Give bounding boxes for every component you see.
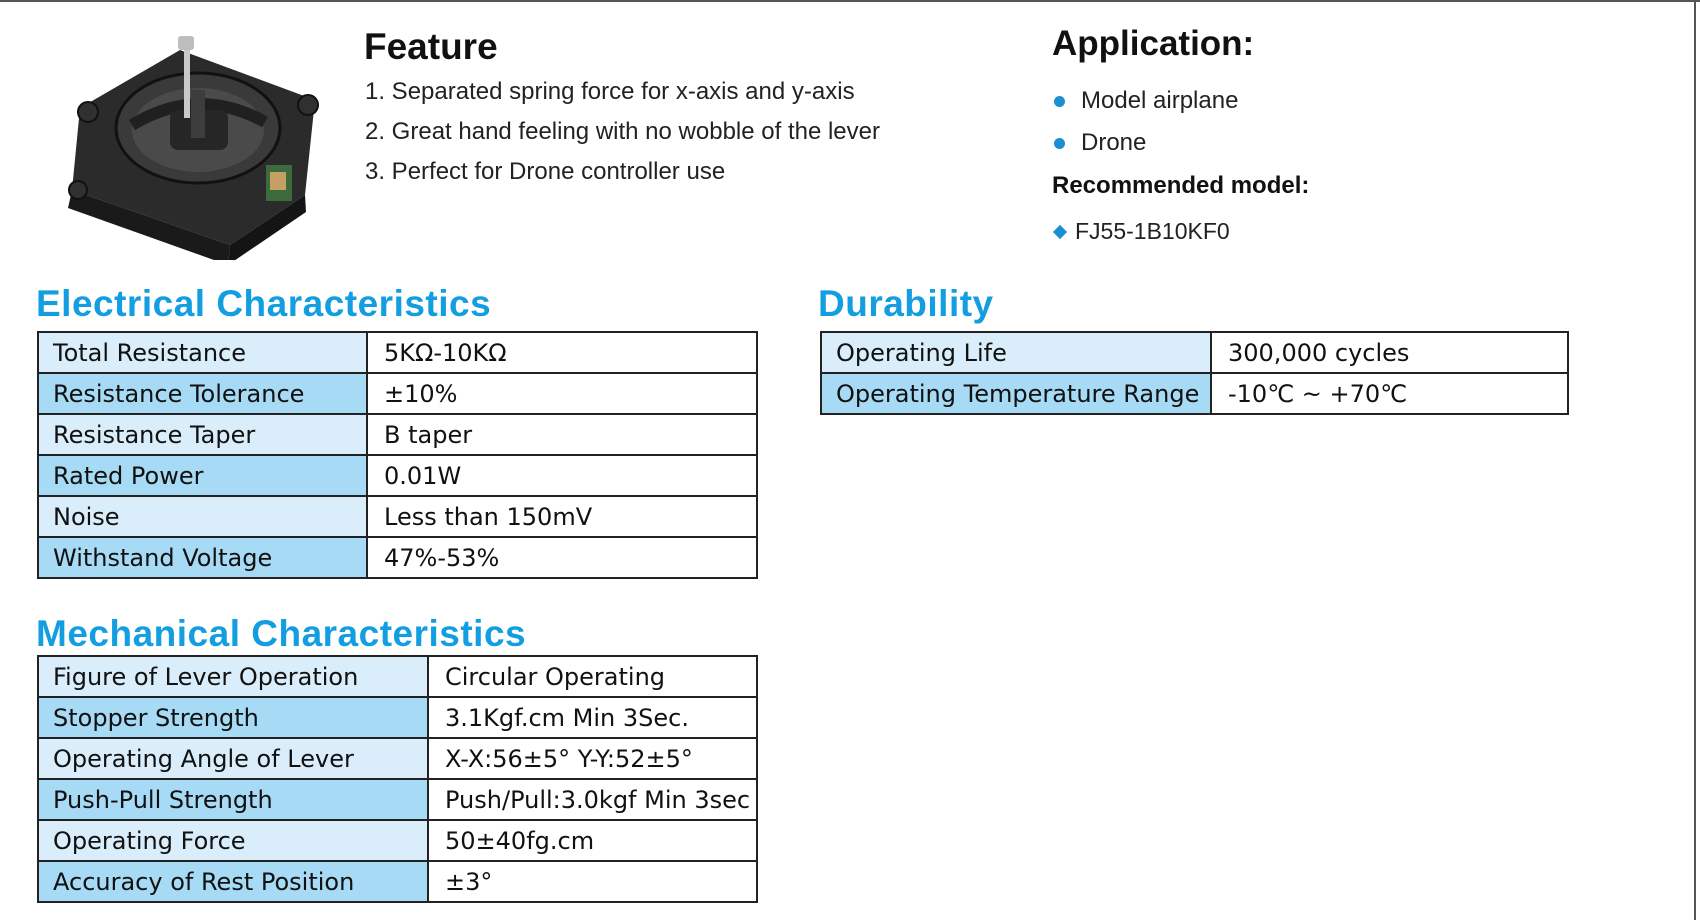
electrical-characteristics-heading: Electrical Characteristics [36,283,492,324]
table-row [38,455,757,496]
diamond-bullet-icon [1053,224,1067,238]
spec-label: Withstand Voltage [38,537,367,578]
joystick-gimbal-product-image [60,30,335,260]
application-item [1052,80,1238,122]
spec-label: Operating Angle of Lever [38,738,428,779]
spec-value: X-X:56±5° Y-Y:52±5° [428,738,757,779]
right-border [1694,0,1696,920]
durability-table [820,331,1569,415]
spec-value: 50±40fg.cm [428,820,757,861]
spec-value: ±10% [367,373,757,414]
bullet-icon [1054,96,1065,107]
table-row [38,332,757,373]
spec-label: Push-Pull Strength [38,779,428,820]
spec-label: Resistance Taper [38,414,367,455]
table-row [38,697,757,738]
feature-item: 3. Perfect for Drone controller use [365,158,726,185]
spec-label: Figure of Lever Operation [38,656,428,697]
spec-label: Rated Power [38,455,367,496]
recommended-model-value: FJ55-1B10KF0 [1075,218,1230,244]
mechanical-characteristics-table [37,655,758,903]
spec-label: Accuracy of Rest Position [38,861,428,902]
feature-list [365,78,880,198]
spec-label: Operating Temperature Range [821,373,1211,414]
spec-value: Push/Pull:3.0kgf Min 3sec [428,779,757,820]
table-row [821,332,1568,373]
recommended-model [1052,218,1230,245]
spec-label: Total Resistance [38,332,367,373]
table-row [38,496,757,537]
spec-value: 3.1Kgf.cm Min 3Sec. [428,697,757,738]
recommended-model-heading: Recommended model: [1052,172,1310,199]
spec-label: Resistance Tolerance [38,373,367,414]
mechanical-characteristics-heading: Mechanical Characteristics [36,613,527,654]
feature-item: 2. Great hand feeling with no wobble of the lever [365,118,880,145]
spec-value: -10℃ ~ +70℃ [1211,373,1568,414]
electrical-characteristics-table [37,331,758,579]
spec-label: Operating Force [38,820,428,861]
spec-value: 5KΩ-10KΩ [367,332,757,373]
spec-value: Less than 150mV [367,496,757,537]
spec-label: Stopper Strength [38,697,428,738]
application-list [1052,80,1238,164]
bullet-icon [1054,138,1065,149]
spec-value: 300,000 cycles [1211,332,1568,373]
spec-value: B taper [367,414,757,455]
application-heading: Application: [1052,24,1255,63]
table-row [38,861,757,902]
table-row [38,373,757,414]
table-row [38,779,757,820]
spec-value: 0.01W [367,455,757,496]
spec-label: Noise [38,496,367,537]
table-row [38,656,757,697]
spec-value: 47%-53% [367,537,757,578]
table-row [821,373,1568,414]
table-row [38,537,757,578]
feature-item: 1. Separated spring force for x-axis and y-axis [365,78,855,105]
spec-value: ±3° [428,861,757,902]
table-row [38,738,757,779]
top-border [0,0,1700,2]
spec-value: Circular Operating [428,656,757,697]
application-item-label: Drone [1081,129,1147,156]
application-item-label: Model airplane [1081,87,1239,114]
spec-label: Operating Life [821,332,1211,373]
feature-heading: Feature [364,26,498,67]
table-row [38,820,757,861]
application-item [1052,122,1238,164]
table-row [38,414,757,455]
durability-heading: Durability [818,283,994,324]
